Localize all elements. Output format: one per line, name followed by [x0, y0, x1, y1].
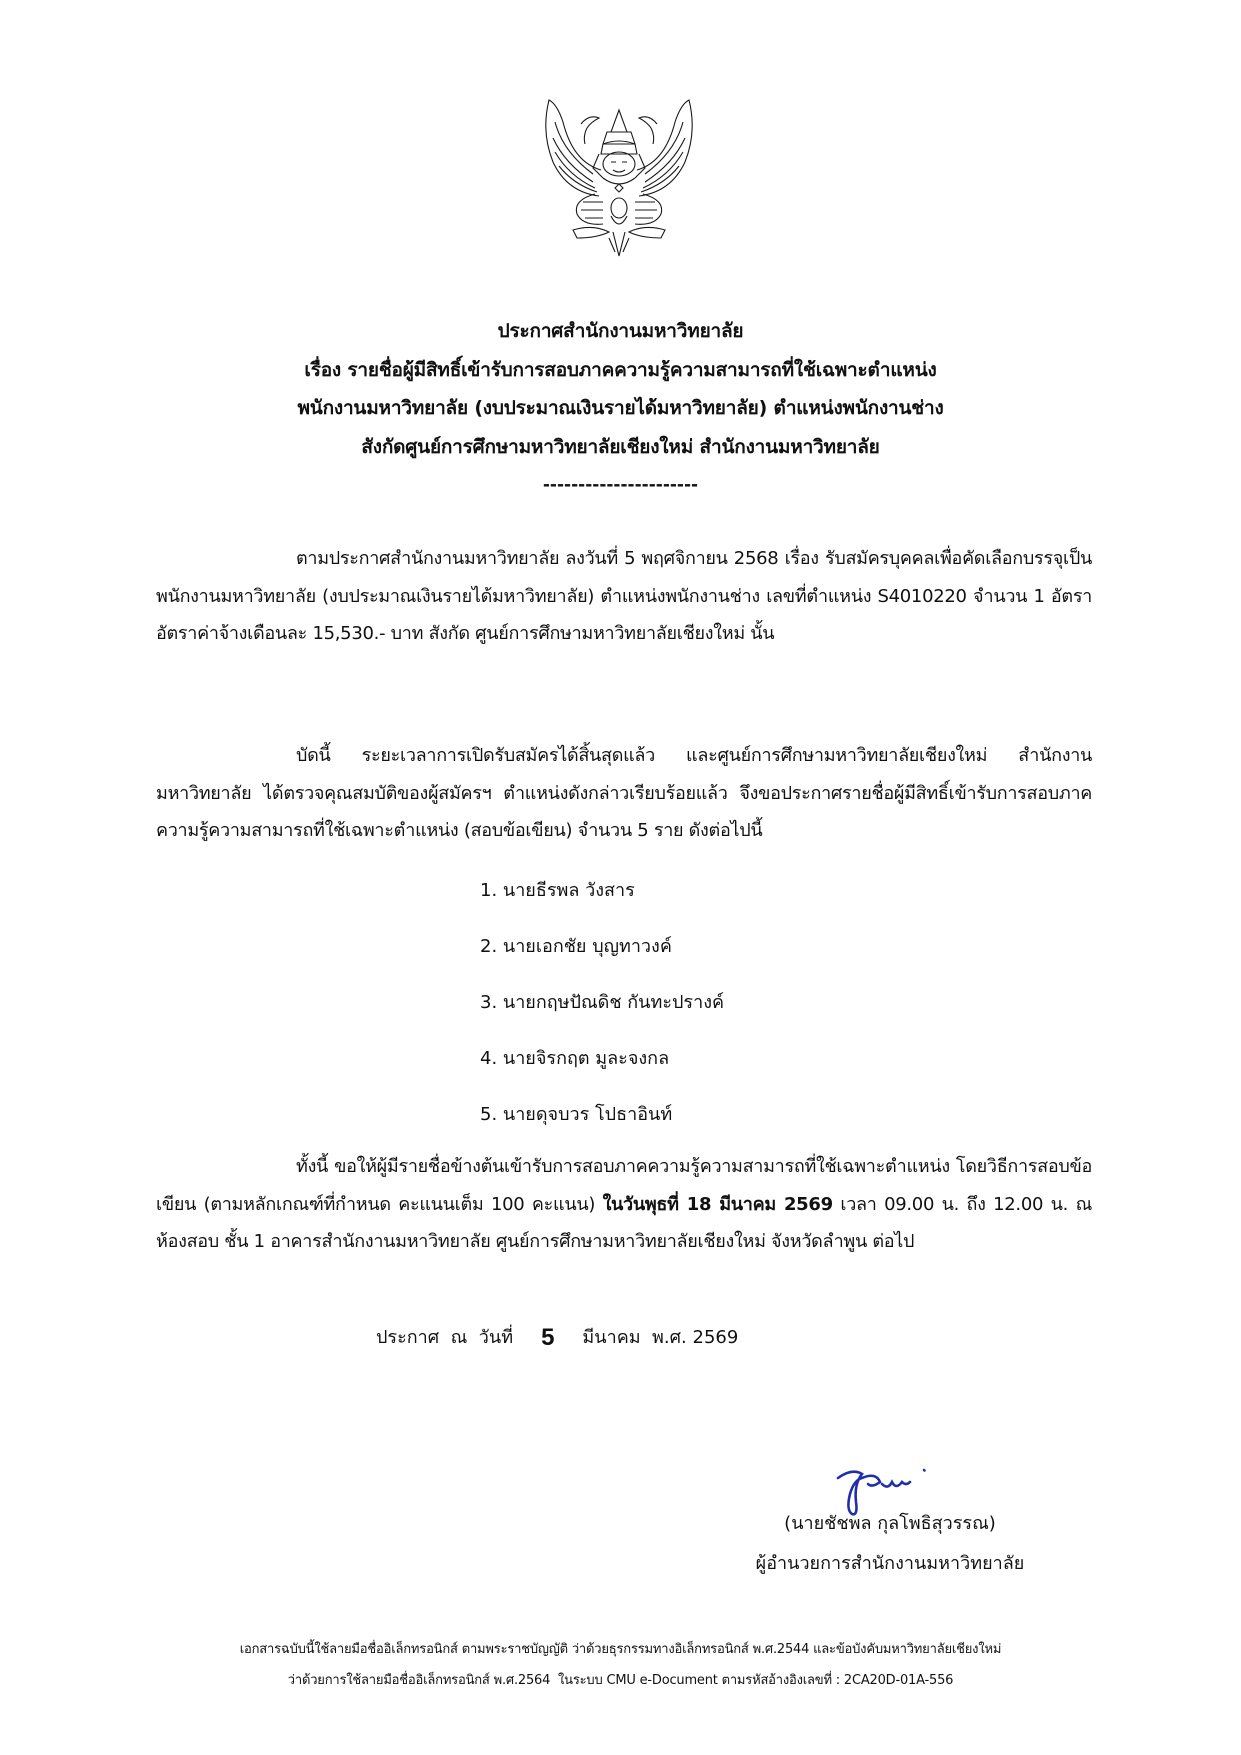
paragraph-3-text-before: ทั้งนี้ ขอให้ผู้มีรายชื่อข้างต้นเข้ารับการสอบภาคความรู้ความสามารถที่ใช้เฉพาะตำแหน่ง โดยวิธีการสอบข้อเขียน (ตามหลักเกณฑ์ที่กำหนด คะแนนเต็ม 100 คะแนน)	[156, 1156, 1092, 1215]
signatory-name: (นายชัชพล กุลโพธิสุวรรณ)	[784, 1513, 996, 1534]
paragraph-2-text: บัดนี้ ระยะเวลาการเปิดรับสมัครได้สิ้นสุดแล้ว และศูนย์การศึกษามหาวิทยาลัยเชียงใหม่ สำนักงานมหาวิทยาลัย ได้ตรวจคุณสมบัติของผู้สมัครฯ ตำแหน่งดังกล่าวเรียบร้อยแล้ว จึงขอประกาศรายชื่อผู้มีสิทธิ์เข้ารับการสอบภาคความรู้ความสามารถที่ใช้เฉพาะตำแหน่ง (สอบข้อเขียน) จำนวน 5 ราย ดังต่อไปนี้	[156, 745, 1092, 841]
announcement-subject-line-2: พนักงานมหาวิทยาลัย (งบประมาณเงินรายได้มหาวิทยาลัย) ตำแหน่งพนักงานช่าง	[297, 397, 944, 419]
announcement-header	[0, 312, 1241, 505]
exam-date-highlight: ในวันพุธที่ 18 มีนาคม 2569	[602, 1193, 833, 1215]
candidate-item: 2. นายเอกชัย บุญทาวงค์	[480, 936, 672, 957]
garuda-emblem-icon	[533, 92, 705, 258]
announcement-issuer: ประกาศสำนักงานมหาวิทยาลัย	[497, 320, 744, 342]
body-paragraph-1	[156, 540, 1092, 653]
announcement-subject-line-1: เรื่อง รายชื่อผู้มีสิทธิ์เข้ารับการสอบภาคความรู้ความสามารถที่ใช้เฉพาะตำแหน่ง	[304, 358, 937, 381]
announcement-date-day: 5	[541, 1324, 555, 1351]
body-paragraph-2	[156, 737, 1092, 850]
body-paragraph-3	[156, 1148, 1092, 1261]
announcement-date-month-year: มีนาคม พ.ศ. 2569	[582, 1327, 739, 1348]
candidate-item: 5. นายดุจบวร โปธาอินท์	[480, 1104, 673, 1125]
candidate-item: 1. นายธีรพล วังสาร	[480, 880, 635, 901]
candidate-item: 4. นายจิรกฤต มูละจงกล	[480, 1048, 670, 1069]
footer-line-2: ว่าด้วยการใช้ลายมือชื่ออิเล็กทรอนิกส์ พ.ศ.2564 ในระบบ CMU e-Document ตามรหัสอ้างอิงเลขที่ : 2CA20D-01A-556	[287, 1673, 954, 1688]
title-divider: ----------------------	[542, 475, 699, 495]
signatory-title: ผู้อำนวยการสำนักงานมหาวิทยาลัย	[755, 1553, 1025, 1574]
footer-line-1: เอกสารฉบับนี้ใช้ลายมือชื่ออิเล็กทรอนิกส์ ตามพระราชบัญญัติ ว่าด้วยธุรกรรมทางอิเล็กทรอนิกส์ พ.ศ.2544 และข้อบังคับมหาวิทยาลัยเชียงใหม่	[239, 1642, 1002, 1657]
announcement-date-prefix: ประกาศ ณ วันที่	[376, 1327, 514, 1348]
paragraph-3-text-after: เวลา 09.00 น. ถึง 12.00 น. ณ ห้องสอบ ชั้น 1 อาคารสำนักงานมหาวิทยาลัย ศูนย์การศึกษามหาวิทยาลัยเชียงใหม่ จังหวัดลำพูน ต่อไป	[156, 1193, 1092, 1252]
candidate-item: 3. นายกฤษปัณดิช กันทะปรางค์	[480, 992, 725, 1013]
candidate-list	[480, 873, 724, 1153]
announcement-subject-line-3: สังกัดศูนย์การศึกษามหาวิทยาลัยเชียงใหม่ สำนักงานมหาวิทยาลัย	[361, 435, 880, 458]
e-signature-footer	[0, 1634, 1241, 1696]
paragraph-1-text: ตามประกาศสำนักงานมหาวิทยาลัย ลงวันที่ 5 พฤศจิกายน 2568 เรื่อง รับสมัครบุคคลเพื่อคัดเลือกบรรจุเป็นพนักงานมหาวิทยาลัย (งบประมาณเงินรายได้มหาวิทยาลัย) ตำแหน่งพนักงานช่าง เลขที่ตำแหน่ง S4010220 จำนวน 1 อัตรา อัตราค่าจ้างเดือนละ 15,530.- บาท สังกัด ศูนย์การศึกษามหาวิทยาลัยเชียงใหม่ นั้น	[156, 548, 1092, 644]
announcement-date	[376, 1322, 738, 1352]
